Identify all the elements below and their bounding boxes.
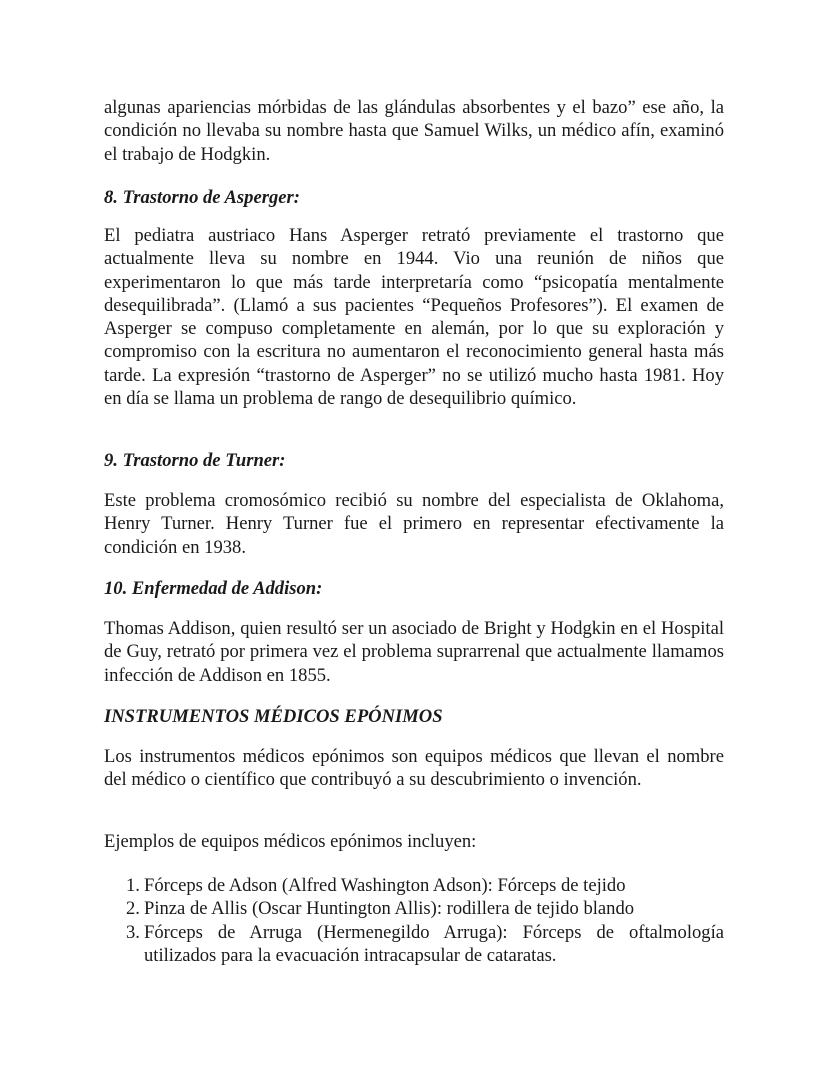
instruments-heading: INSTRUMENTOS MÉDICOS EPÓNIMOS <box>104 706 443 727</box>
intro-paragraph: algunas apariencias mórbidas de las glándulas absorbentes y el bazo” ese año, la condición no llevaba su nombre hasta que Samuel Wilks, un médico afín, examinó el trabajo de Hodgkin. <box>104 97 724 165</box>
section-heading-asperger: 8. Trastorno de Asperger: <box>104 187 300 208</box>
list-item <box>126 874 724 897</box>
list-item-text: Fórceps de Adson (Alfred Washington Adson): Fórceps de tejido <box>144 875 626 896</box>
list-item-number: 3. <box>126 921 140 943</box>
list-item-text: Pinza de Allis (Oscar Huntington Allis): rodillera de tejido blando <box>144 898 635 920</box>
section-body-asperger: El pediatra austriaco Hans Asperger retrató previamente el trastorno que actualmente lleva su nombre en 1944. Vio una reunión de niños que experimentaron lo que más tarde interpretaría como “psicopatía mentalmente desequilibrada”. (Llamó a sus pacientes “Pequeños Profesores”). El examen de Asperger se compuso completamente en alemán, por lo que su exploración y compromiso con la escritura no aumentaron el reconocimiento general hasta más tarde. La expresión “trastorno de Asperger” no se utilizó mucho hasta 1981. Hoy en día se llama un problema de rango de desequilibrio químico. <box>104 225 724 410</box>
list-item-number: 1. <box>126 875 140 896</box>
section-heading-addison: 10. Enfermedad de Addison: <box>104 578 323 599</box>
list-item <box>126 921 724 968</box>
section-body-addison: Thomas Addison, quien resultó ser un asociado de Bright y Hodgkin en el Hospital de Guy, retrató por primera vez el problema suprarrenal que actualmente llamamos infección de Addison en 1855. <box>104 618 724 686</box>
list-item-text: Fórceps de Arruga (Hermenegildo Arruga): Fórceps de oftalmología utilizados para la evacuación intracapsular de cataratas. <box>144 921 724 966</box>
section-heading-turner: 9. Trastorno de Turner: <box>104 450 286 471</box>
instruments-list <box>104 874 724 967</box>
list-item <box>126 897 724 920</box>
examples-intro: Ejemplos de equipos médicos epónimos incluyen: <box>104 831 477 852</box>
section-body-turner: Este problema cromosómico recibió su nombre del especialista de Oklahoma, Henry Turner. Henry Turner fue el primero en representar efectivamente la condición en 1938. <box>104 490 724 558</box>
instruments-body: Los instrumentos médicos epónimos son equipos médicos que llevan el nombre del médico o científico que contribuyó a su descubrimiento o invención. <box>104 746 724 791</box>
list-item-number: 2. <box>126 898 140 920</box>
